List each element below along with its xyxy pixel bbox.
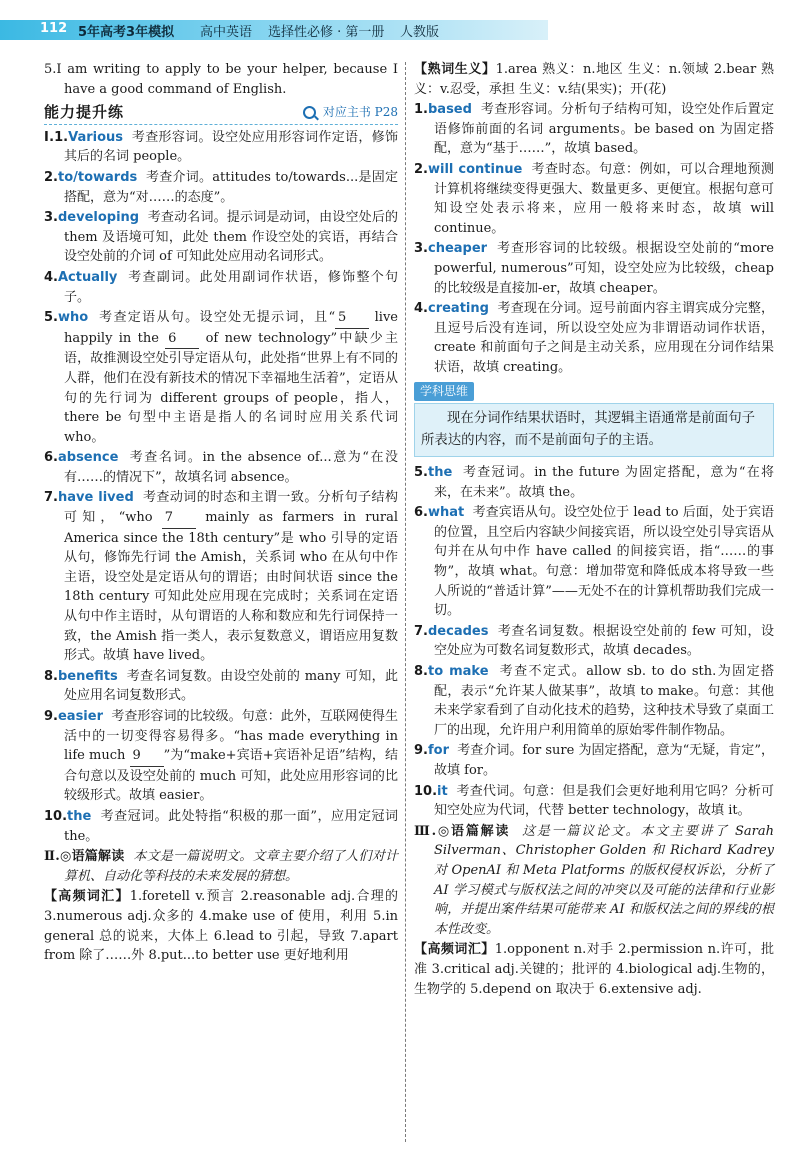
passage-summary: 这是一篇议论文。本文主要讲了 Sarah Silverman、Christopher Golden 和 Richard Kadrey 对 OpenAI 和 Meta Platforms 的版权侵权诉讼，分析了 AI 学习模式与版权法之间的冲突以及可能的法律和行业影响，并提出案件结果可能带来 AI 和版权法之间的界线的根本性改变。 xyxy=(434,823,774,937)
answer-word: who xyxy=(57,310,89,326)
section-ref-text: 对应主书 P28 xyxy=(322,105,398,120)
answer-word: cheaper xyxy=(427,241,488,257)
explanation: 考查时态。句意：例如，可以合理地预测计算机将继续变得更强大、数量更多、更便宜。根据句意可知设空处表示将来，应用一般将来时态，故填 will continue。 xyxy=(434,161,774,236)
answer-item-r5 xyxy=(414,463,774,502)
blank-number: 6 xyxy=(165,329,199,350)
answer-item-10 xyxy=(44,807,398,846)
polysemy-label: 【熟词生义】 xyxy=(414,62,496,77)
blank-number: 5 xyxy=(335,308,369,329)
answer-word: decades xyxy=(427,623,489,639)
item-number: 1. xyxy=(414,102,428,118)
passage-intro-3 xyxy=(414,822,774,940)
explanation: 考查冠词。此处特指“积极的那一面”，应用定冠词 the。 xyxy=(64,808,399,844)
answer-word: developing xyxy=(57,210,140,226)
blank-number: 7 xyxy=(162,508,196,529)
part-label: Ⅰ. xyxy=(44,129,55,145)
explanation: 考查名词。in the absence of...意为“在没有……的情况下”，故填名词 absence。 xyxy=(64,450,398,485)
item-number: 4. xyxy=(44,269,58,285)
explanation-part: 考查形容词的比较级。句意：此外，互联网使得生活中的一切变得容易得多。“has made everything in life much xyxy=(64,709,398,764)
answer-word: what xyxy=(427,505,465,521)
subject-thinking-box xyxy=(414,403,774,457)
item-number: 7. xyxy=(414,623,428,639)
answer-item-r9 xyxy=(414,741,774,780)
item-number: 5. xyxy=(414,465,428,481)
search-icon xyxy=(303,106,316,119)
book-series: 5年高考3年模拟 xyxy=(78,25,175,40)
answer-item-r10 xyxy=(414,782,774,821)
blank-number: 9 xyxy=(130,746,164,767)
explanation-part: 考查动词的时态和主谓一致。分析句子结构可知，“who xyxy=(64,490,399,526)
answer-word: Actually xyxy=(57,269,118,285)
section-ref xyxy=(303,103,398,123)
answer-item-r8 xyxy=(414,662,774,740)
item-number: 2. xyxy=(414,161,428,177)
explanation-part: live happily in the xyxy=(64,310,398,346)
item-number: 4. xyxy=(414,301,428,317)
explanation: 考查宾语从句。设空处位于 lead to 后面，处于宾语的位置，且空后内容缺少间接宾语，所以设空处引导宾语从句并在从句中作 have called 的间接宾语，指“……的事物”，故填 what。句意：增加带宽和降低成本将导致一些人所说的“普适计算”——无处不在的计算机帮助我们完成一切。 xyxy=(434,505,775,619)
polysemy-block xyxy=(414,60,774,99)
answer-item-1 xyxy=(44,128,398,167)
answer-item-4 xyxy=(44,268,398,307)
item-number: 9. xyxy=(44,709,58,724)
item-number: 6. xyxy=(44,450,58,466)
answer-word: based xyxy=(427,102,472,118)
answer-word: easier xyxy=(57,709,103,724)
explanation: 考查形容词。分析句子结构可知，设空处作后置定语修饰前面的名词 arguments。be based on 为固定搭配，意为“基于……”，故填 based。 xyxy=(434,102,774,157)
passage-summary: 本文是一篇说明文。文章主要介绍了人们对计算机、自动化等科技的未来发展的猜想。 xyxy=(64,849,399,884)
explanation: 考查形容词的比较级。根据设空处前的“more powerful, numerous”可知，设空处应为比较级，cheap 的比较级是直接加-er，故填 cheaper。 xyxy=(434,241,775,296)
answer-item-8 xyxy=(44,667,398,706)
vocab-label: 【高频词汇】 xyxy=(44,889,130,905)
item-number: 3. xyxy=(44,210,58,226)
item-number: 9. xyxy=(414,743,428,759)
passage-intro-2 xyxy=(44,847,398,886)
book-volume: 选择性必修 · 第一册 xyxy=(268,25,385,40)
answer-word: the xyxy=(67,808,92,824)
answer-item-6 xyxy=(44,448,398,487)
explanation: 考查介词。attitudes to/towards...是固定搭配，意为“对……的态度”。 xyxy=(64,169,398,205)
section-title-bar xyxy=(44,103,398,125)
page-header xyxy=(0,0,800,58)
item-number: 10. xyxy=(44,808,68,824)
answer-word: for xyxy=(427,743,449,759)
explanation-part: 考查定语从句。设空处无提示词，且“ xyxy=(99,310,336,326)
explanation-part: of new technology”中缺少主语，故推测设空处引导定语从句，此处指“世界上有不同的人群，他们在没有新技术的情况下幸福地生活着”，定语从句的先行词为 different groups of people，指人，there be 句型中主语是指人的名词时应用关系代词 who。 xyxy=(64,330,398,445)
answer-word: it xyxy=(437,783,448,799)
answer-word: to/towards xyxy=(57,169,138,185)
passage-label: Ⅱ.◎语篇解读 xyxy=(44,849,125,865)
answer-word: to make xyxy=(427,664,489,680)
vocab-text: 1.foretell v.预言 2.reasonable adj.合理的 3.numerous adj.众多的 4.make use of 使用，利用 5.in general 总的说来，大体上 6.lead to 引起，导致 7.apart from 除了……外 8.put...to better use 更好地利用 xyxy=(44,889,398,964)
explanation: 考查名词复数。由设空处前的 many 可知，此处应用名词复数形式。 xyxy=(64,668,399,704)
item-number: 10. xyxy=(414,783,438,799)
column-divider xyxy=(405,62,406,1142)
polysemy-text: 1.area 熟义：n.地区 生义：n.领域 2.bear 熟义：v.忍受，承担 生义：v.结(果实)；开(花) xyxy=(414,62,774,97)
item-number: 6. xyxy=(414,505,428,521)
item-number: 3. xyxy=(414,241,428,257)
answer-word: absence xyxy=(57,450,119,466)
item-number: 7. xyxy=(44,490,58,506)
answer-word: have lived xyxy=(57,490,134,506)
explanation: 考查形容词。设空处应用形容词作定语，修饰其后的名词 people。 xyxy=(64,129,398,165)
answer-word: the xyxy=(427,465,453,481)
answer-item-r3 xyxy=(414,239,774,298)
answer-item-r6 xyxy=(414,503,774,621)
answer-word: creating xyxy=(427,301,489,317)
explanation: 考查副词。此处用副词作状语，修饰整个句子。 xyxy=(64,269,398,305)
vocab-label: 【高频词汇】 xyxy=(414,942,495,958)
explanation: 考查代词。句意：但是我们会更好地利用它吗？分析可知空处应为代词，代替 better technology，故填 it。 xyxy=(434,783,774,819)
vocab-block-right xyxy=(414,940,774,999)
answer-item-r1 xyxy=(414,100,774,159)
explanation-part: ”为“make+宾语+宾语补足语”结构，结合句意以及设空处前的 much 可知，此处应用形容词的比较级形式。故填 easier。 xyxy=(64,748,398,804)
answer-item-3 xyxy=(44,208,398,267)
answer-word: Various xyxy=(68,129,124,145)
item-number: 8. xyxy=(44,668,58,684)
section-title: 能力提升练 xyxy=(44,103,125,122)
explanation: 考查动名词。提示词是动词，由设空处后的 them 及语境可知，此处 them 作设空处的宾语，再结合设空处前的介词 of 可知此处应用动名词形式。 xyxy=(64,210,398,265)
item-number: 5. xyxy=(44,310,58,326)
header-bar xyxy=(0,20,548,40)
explanation: 考查介词。for sure 为固定搭配，意为“无疑，肯定”，故填 for。 xyxy=(434,743,774,778)
vocab-text: 1.opponent n.对手 2.permission n.许可，批准 3.critical adj.关键的；批评的 4.biological adj.生物的，生物学的 5.depend on 取决于 6.extensive adj. xyxy=(414,942,774,997)
explanation-part: mainly as farmers in rural America since the 18th century”是 who 引导的定语从句，修饰先行词 the Amish，关系词 who 在从句中作主语，设空处是定语从句的谓语；由时间状语 since the 18th century 可知此处应用现在完成时；关系词在定语从句中作主语时，从句谓语的人称和数应和先行词保持一致，the Amish 指一类人，表示复数意义，谓语应用复数形式。故填 have lived。 xyxy=(64,510,398,664)
left-column xyxy=(44,60,398,967)
answer-item-5 xyxy=(44,308,398,447)
book-subject: 高中英语 xyxy=(200,25,253,40)
right-column xyxy=(414,60,774,1000)
explanation: 考查不定式。allow sb. to do sth.为固定搭配，表示“允许某人做某事”，故填 to make。句意：其他未来学家看到了自动化技术的趋势，这种技术导致了桌面工厂的出现，允许用户利用简单的原始零件制作物品。 xyxy=(434,664,775,738)
subject-thinking-text: 现在分词作结果状语时，其逻辑主语通常是前面句子所表达的内容，而不是前面句子的主语。 xyxy=(421,411,755,449)
answer-item-r2 xyxy=(414,160,774,238)
answer-item-7 xyxy=(44,488,398,665)
passage-label: Ⅲ.◎语篇解读 xyxy=(414,823,511,839)
answer-word: will continue xyxy=(427,161,523,177)
book-edition: 人教版 xyxy=(400,25,440,40)
answer-item-9 xyxy=(44,707,398,806)
explanation: 考查名词复数。根据设空处前的 few 可知，设空处应为可数名词复数形式，故填 decades。 xyxy=(434,623,775,659)
explanation: 考查现在分词。逗号前面内容主谓宾成分完整，且逗号后没有连词，所以设空处应为非谓语动词作状语，create 和前面句子之间是主动关系，应用现在分词作结果状语，故填 creating。 xyxy=(434,301,774,375)
answer-item-r4 xyxy=(414,299,774,377)
page-number: 112 xyxy=(40,21,68,36)
answer-item-r7 xyxy=(414,622,774,661)
item-number: 1. xyxy=(54,129,69,145)
item-number: 8. xyxy=(414,664,428,680)
vocab-block-left xyxy=(44,887,398,965)
answer-item-2 xyxy=(44,168,398,207)
item-number: 2. xyxy=(44,169,58,185)
explanation: 考查冠词。in the future 为固定搭配，意为“在将来，在未来”。故填 the。 xyxy=(434,465,775,500)
subject-thinking-label: 学科思维 xyxy=(414,382,474,402)
answer-word: benefits xyxy=(57,668,118,684)
continued-sentence: 5.I am writing to apply to be your helper, because I have a good command of English. xyxy=(44,62,398,97)
